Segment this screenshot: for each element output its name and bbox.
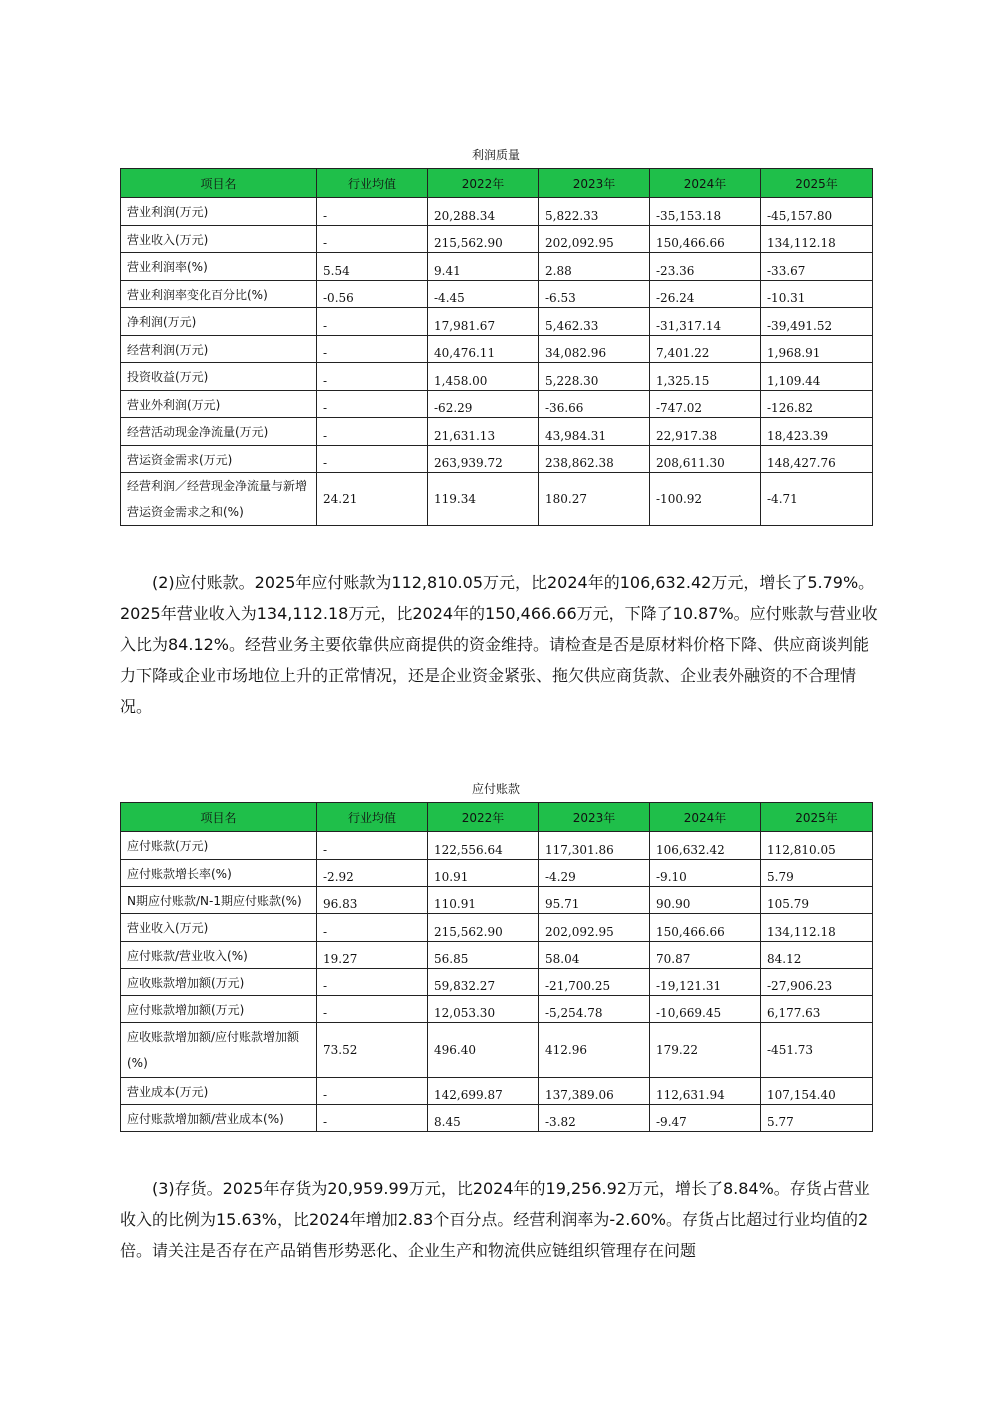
table-row xyxy=(121,942,873,969)
cell-value: 496.40 xyxy=(428,1023,539,1078)
row-label: 应付账款增长率(%) xyxy=(121,860,317,887)
cell-value: 179.22 xyxy=(650,1023,761,1078)
cell-value: 105.79 xyxy=(761,887,873,914)
cell-value: -33.67 xyxy=(761,253,873,281)
cell-value: 34,082.96 xyxy=(539,336,650,363)
cell-value: 5,822.33 xyxy=(539,198,650,226)
column-header: 行业均值 xyxy=(317,169,428,198)
cell-value: 24.21 xyxy=(317,473,428,526)
row-label: 营业收入(万元) xyxy=(121,914,317,942)
cell-value: -5,254.78 xyxy=(539,996,650,1023)
table-row xyxy=(121,281,873,308)
cell-value: -10,669.45 xyxy=(650,996,761,1023)
table-row xyxy=(121,308,873,336)
cell-value: - xyxy=(317,446,428,473)
table-header-row xyxy=(121,169,873,198)
row-label: 应收账款增加额/应付账款增加额(%) xyxy=(121,1023,317,1078)
column-header: 2022年 xyxy=(428,169,539,198)
cell-value: 17,981.67 xyxy=(428,308,539,336)
cell-value: -0.56 xyxy=(317,281,428,308)
cell-value: - xyxy=(317,391,428,418)
cell-value: 10.91 xyxy=(428,860,539,887)
cell-value: 20,288.34 xyxy=(428,198,539,226)
table-row xyxy=(121,473,873,526)
cell-value: -100.92 xyxy=(650,473,761,526)
cell-value: - xyxy=(317,363,428,391)
cell-value: 110.91 xyxy=(428,887,539,914)
row-label: 应付账款增加额/营业成本(%) xyxy=(121,1105,317,1132)
cell-value: -4.45 xyxy=(428,281,539,308)
cell-value: - xyxy=(317,969,428,996)
cell-value: 180.27 xyxy=(539,473,650,526)
row-label: 投资收益(万元) xyxy=(121,363,317,391)
cell-value: 112,631.94 xyxy=(650,1078,761,1105)
cell-value: 117,301.86 xyxy=(539,832,650,860)
cell-value: 21,631.13 xyxy=(428,418,539,446)
cell-value: 19.27 xyxy=(317,942,428,969)
cell-value: 238,862.38 xyxy=(539,446,650,473)
column-header: 2025年 xyxy=(761,169,873,198)
column-header: 2024年 xyxy=(650,803,761,832)
cell-value: - xyxy=(317,996,428,1023)
cell-value: 112,810.05 xyxy=(761,832,873,860)
column-header: 2025年 xyxy=(761,803,873,832)
cell-value: 73.52 xyxy=(317,1023,428,1078)
cell-value: 7,401.22 xyxy=(650,336,761,363)
cell-value: 202,092.95 xyxy=(539,226,650,253)
cell-value: 5,462.33 xyxy=(539,308,650,336)
table-row xyxy=(121,253,873,281)
table-row xyxy=(121,860,873,887)
table-row xyxy=(121,363,873,391)
cell-value: 106,632.42 xyxy=(650,832,761,860)
table-row xyxy=(121,418,873,446)
cell-value: -45,157.80 xyxy=(761,198,873,226)
cell-value: 412.96 xyxy=(539,1023,650,1078)
cell-value: -36.66 xyxy=(539,391,650,418)
row-label: 营业利润率(%) xyxy=(121,253,317,281)
cell-value: 263,939.72 xyxy=(428,446,539,473)
cell-value: 1,968.91 xyxy=(761,336,873,363)
cell-value: 95.71 xyxy=(539,887,650,914)
cell-value: 5,228.30 xyxy=(539,363,650,391)
cell-value: 12,053.30 xyxy=(428,996,539,1023)
table-row xyxy=(121,336,873,363)
row-label: 净利润(万元) xyxy=(121,308,317,336)
column-header: 项目名 xyxy=(121,803,317,832)
cell-value: 84.12 xyxy=(761,942,873,969)
row-label: 应付账款/营业收入(%) xyxy=(121,942,317,969)
column-header: 2024年 xyxy=(650,169,761,198)
cell-value: 22,917.38 xyxy=(650,418,761,446)
cell-value: 150,466.66 xyxy=(650,226,761,253)
cell-value: -9.47 xyxy=(650,1105,761,1132)
cell-value: 142,699.87 xyxy=(428,1078,539,1105)
cell-value: -62.29 xyxy=(428,391,539,418)
table-row xyxy=(121,969,873,996)
cell-value: 9.41 xyxy=(428,253,539,281)
cell-value: 134,112.18 xyxy=(761,914,873,942)
cell-value: 59,832.27 xyxy=(428,969,539,996)
cell-value: -9.10 xyxy=(650,860,761,887)
column-header: 行业均值 xyxy=(317,803,428,832)
table-row xyxy=(121,391,873,418)
table-header-row xyxy=(121,803,873,832)
cell-value: 202,092.95 xyxy=(539,914,650,942)
profit-quality-table xyxy=(120,168,873,526)
row-label: N期应付账款/N-1期应付账款(%) xyxy=(121,887,317,914)
cell-value: 18,423.39 xyxy=(761,418,873,446)
cell-value: 208,611.30 xyxy=(650,446,761,473)
cell-value: 70.87 xyxy=(650,942,761,969)
cell-value: -35,153.18 xyxy=(650,198,761,226)
table-row xyxy=(121,1023,873,1078)
inventory-paragraph: (3)存货。2025年存货为20,959.99万元，比2024年的19,256.92万元，增长了8.84%。存货占营业收入的比例为15.63%，比2024年增加2.83个百分点。经营利润率为-2.60%。存货占比超过行业均值的2倍。请关注是否存在产品销售形势恶化、企业生产和物流供应链组织管理存在问题 xyxy=(120,1179,870,1260)
cell-value: -21,700.25 xyxy=(539,969,650,996)
table-row xyxy=(121,914,873,942)
table-row xyxy=(121,226,873,253)
cell-value: 150,466.66 xyxy=(650,914,761,942)
cell-value: 148,427.76 xyxy=(761,446,873,473)
cell-value: - xyxy=(317,418,428,446)
cell-value: 58.04 xyxy=(539,942,650,969)
cell-value: 5.54 xyxy=(317,253,428,281)
cell-value: - xyxy=(317,1105,428,1132)
cell-value: -31,317.14 xyxy=(650,308,761,336)
cell-value: 5.77 xyxy=(761,1105,873,1132)
cell-value: - xyxy=(317,1078,428,1105)
cell-value: -19,121.31 xyxy=(650,969,761,996)
row-label: 经营利润(万元) xyxy=(121,336,317,363)
table-row xyxy=(121,832,873,860)
cell-value: - xyxy=(317,832,428,860)
cell-value: - xyxy=(317,914,428,942)
table2-title: 应付账款 xyxy=(471,782,520,796)
table-row xyxy=(121,1078,873,1105)
row-label: 经营利润／经营现金净流量与新增营运资金需求之和(%) xyxy=(121,473,317,526)
cell-value: 215,562.90 xyxy=(428,226,539,253)
cell-value: 43,984.31 xyxy=(539,418,650,446)
cell-value: 5.79 xyxy=(761,860,873,887)
accounts-payable-table xyxy=(120,802,873,1132)
cell-value: - xyxy=(317,226,428,253)
row-label: 营业利润(万元) xyxy=(121,198,317,226)
cell-value: -23.36 xyxy=(650,253,761,281)
table-row xyxy=(121,1105,873,1132)
cell-value: -27,906.23 xyxy=(761,969,873,996)
row-label: 应收账款增加额(万元) xyxy=(121,969,317,996)
table-row xyxy=(121,887,873,914)
row-label: 营业利润率变化百分比(%) xyxy=(121,281,317,308)
cell-value: - xyxy=(317,308,428,336)
row-label: 营业收入(万元) xyxy=(121,226,317,253)
cell-value: 122,556.64 xyxy=(428,832,539,860)
row-label: 营业外利润(万元) xyxy=(121,391,317,418)
cell-value: -4.29 xyxy=(539,860,650,887)
cell-value: -4.71 xyxy=(761,473,873,526)
row-label: 经营活动现金净流量(万元) xyxy=(121,418,317,446)
cell-value: -39,491.52 xyxy=(761,308,873,336)
cell-value: 40,476.11 xyxy=(428,336,539,363)
cell-value: 215,562.90 xyxy=(428,914,539,942)
cell-value: 90.90 xyxy=(650,887,761,914)
column-header: 项目名 xyxy=(121,169,317,198)
row-label: 应付账款(万元) xyxy=(121,832,317,860)
cell-value: 107,154.40 xyxy=(761,1078,873,1105)
row-label: 营运资金需求(万元) xyxy=(121,446,317,473)
cell-value: - xyxy=(317,336,428,363)
cell-value: 1,458.00 xyxy=(428,363,539,391)
column-header: 2023年 xyxy=(539,169,650,198)
cell-value: -2.92 xyxy=(317,860,428,887)
table-row xyxy=(121,996,873,1023)
cell-value: -6.53 xyxy=(539,281,650,308)
cell-value: 2.88 xyxy=(539,253,650,281)
table1-title: 利润质量 xyxy=(471,148,520,162)
column-header: 2023年 xyxy=(539,803,650,832)
row-label: 营业成本(万元) xyxy=(121,1078,317,1105)
cell-value: -10.31 xyxy=(761,281,873,308)
row-label: 应付账款增加额(万元) xyxy=(121,996,317,1023)
cell-value: -747.02 xyxy=(650,391,761,418)
cell-value: -26.24 xyxy=(650,281,761,308)
cell-value: 6,177.63 xyxy=(761,996,873,1023)
cell-value: 1,109.44 xyxy=(761,363,873,391)
cell-value: 1,325.15 xyxy=(650,363,761,391)
payables-paragraph: (2)应付账款。2025年应付账款为112,810.05万元，比2024年的106,632.42万元，增长了5.79%。2025年营业收入为134,112.18万元，比2024年的150,466.66万元，下降了10.87%。应付账款与营业收入比为84.12%。经营业务主要依靠供应商提供的资金维持。请检查是否是原材料价格下降、供应商谈判能力下降或企业市场地位上升的正常情况，还是企业资金紧张、拖欠供应商货款、企业表外融资的不合理情况。 xyxy=(120,573,878,716)
cell-value: 119.34 xyxy=(428,473,539,526)
table-row xyxy=(121,198,873,226)
table-row xyxy=(121,446,873,473)
cell-value: 134,112.18 xyxy=(761,226,873,253)
cell-value: -3.82 xyxy=(539,1105,650,1132)
cell-value: -451.73 xyxy=(761,1023,873,1078)
cell-value: -126.82 xyxy=(761,391,873,418)
column-header: 2022年 xyxy=(428,803,539,832)
cell-value: 96.83 xyxy=(317,887,428,914)
cell-value: - xyxy=(317,198,428,226)
cell-value: 56.85 xyxy=(428,942,539,969)
cell-value: 137,389.06 xyxy=(539,1078,650,1105)
cell-value: 8.45 xyxy=(428,1105,539,1132)
